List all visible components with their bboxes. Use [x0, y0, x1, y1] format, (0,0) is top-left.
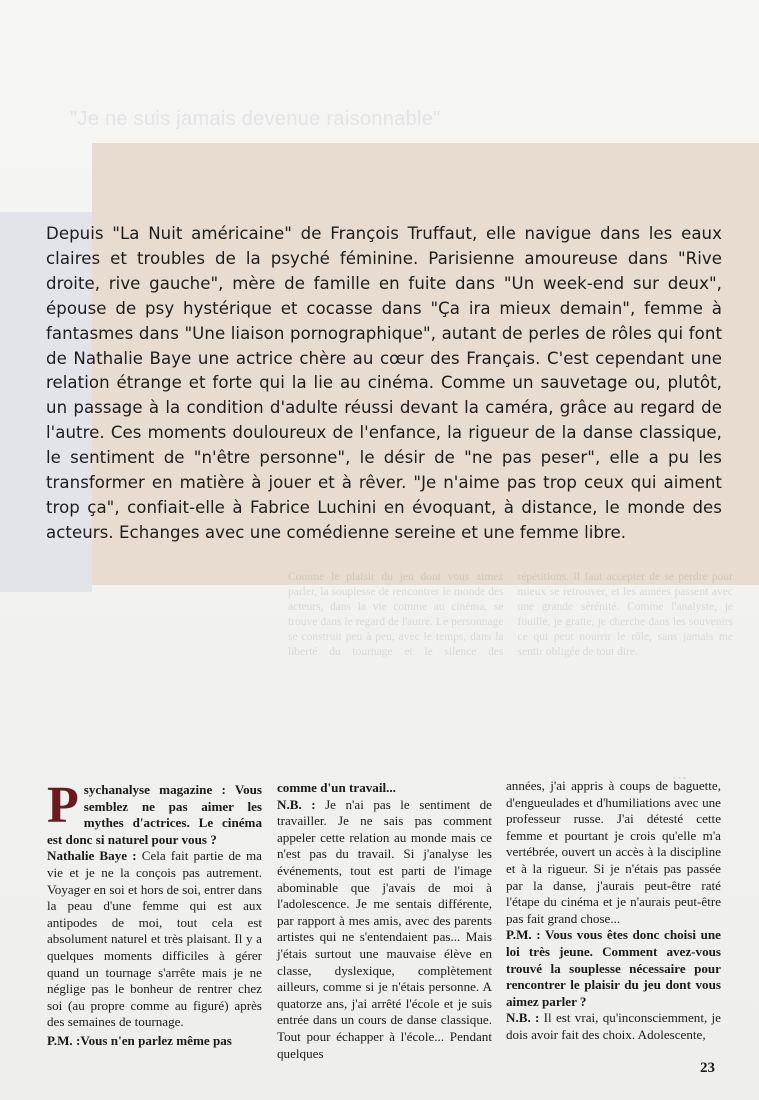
answer-2-speaker: N.B. : [277, 796, 316, 812]
column-3 [506, 778, 721, 1043]
question-1: sychanalyse magazine : Vous semblez ne pas aimer les mythes d'actrices. Le cinéma est donc si naturel pour vous ? [47, 782, 262, 847]
column-1 [47, 777, 262, 1048]
intro-paragraph: Depuis "La Nuit américaine" de François Truffaut, elle navigue dans les eaux claires et troubles de la psyché féminine. Parisienne amoureuse dans "Rive droite, rive gauche", mère de famille en fuite dans "Un week-end sur deux", épouse de psy hystérique et cocasse dans "Ça ira mieux demain", femme à fantasmes dans "Une liaison pornographique", autant de perles de rôles qui font de Nathalie Baye une actrice chère au cœur des Français. C'est cependant une relation étrange et forte qui la lie au cinéma. Comme un sauvetage ou, plutôt, un passage à la condition d'adulte réussi devant la caméra, grâce au regard de l'autre. Ces moments douloureux de l'enfance, la rigueur de la danse classique, le sentiment de "n'être personne", le désir de "ne pas peser", elle a pu les transformer en matière à jouer et à rêver. "Je n'aime pas trop ceux qui aiment trop ça", confiait-elle à Fabrice Luchini en évoquant, à distance, le monde des acteurs. Echanges avec une comédienne sereine et une femme libre. [46, 224, 722, 542]
question-3: P.M. : Vous vous êtes donc choisi une loi très jeune. Comment avez-vous trouvé la souplesse nécessaire pour rencontrer le plaisir du jeu dont vous aimez parler ? [506, 927, 721, 1009]
show-through-text: Comme le plaisir du jeu dont vous aimez parler, la souplesse de rencontrer le monde des acteurs, dans la vie comme au cinéma, se trouve dans le regard de l'autre. Le personnage se construit peu à peu, avec le temps, dans la liberté du tournage et le silence des répétitions. Il faut accepter de se perdre pour mieux se retrouver, et les années passent avec une grande sérénité. Comme l'analyste, je fouille, je gratte, je cherche dans les souvenirs ce qui peut nourrir le rôle, sans jamais me sentir obligée de tout dire. [288, 571, 733, 658]
drop-cap: P [47, 777, 79, 834]
answer-1-speaker: Nathalie Baye : [47, 848, 137, 864]
show-through-heading: ... [672, 763, 688, 783]
question-2-part-2: comme d'un travail... [277, 780, 396, 795]
answer-3-text: Il est vrai, qu'inconsciemment, je dois avoir fait des choix. Adolescente, [506, 1010, 721, 1042]
answer-2-text: Je n'ai pas le sentiment de travailler. Je ne sais pas comment appeler cette relation au monde mais ce n'est pas du travail. Si j'analyse les événements, tout est parti de l'image abominable que j'avais de moi à l'adolescence. Je me sentais différente, par rapport à mes amis, avec des parents artistes qui ne s'entendaient pas... Mais j'étais surtout une mauvaise élève en classe, dyslexique, complètement ailleurs, comme si je n'étais personne. A quatorze ans, j'ai arrêté l'école et je suis entrée dans un cours de danse classique. Tout pour échapper à l'école... Pendant quelques [277, 796, 492, 1061]
page-number: 23 [700, 1060, 715, 1076]
answer-3-speaker: N.B. : [506, 1010, 540, 1026]
column-2 [277, 780, 492, 1061]
answer-2-continued: années, j'ai appris à coups de baguette, d'engueulades et d'humiliations avec une professeur russe. J'ai détesté cette femme et pourtant je crois qu'elle m'a vertébrée, ouvert un accès à la discipline et à la rigueur. Si je n'étais pas passée par la danse, j'aurais peut-être raté l'étape du cinéma et je n'aurais peut-être pas fait grand chose... [506, 778, 721, 926]
show-through-title: "Je ne suis jamais devenue raisonnable" [70, 108, 441, 130]
answer-1-text: Cela fait partie de ma vie et je ne la conçois pas autrement. Voyager en soi et hors de soi, entrer dans la peau d'une femme qui est aux antipodes de moi, tout cela est absolument naturel et très plaisant. Il y a quelques moments difficiles à gérer quand un tournage s'arrête mais je ne néglige pas le bonheur de rentrer chez soi (au propre comme au figuré) après des semaines de tournage. [47, 848, 262, 1030]
question-2-part-1: P.M. :Vous n'en parlez même pas [47, 1032, 232, 1048]
